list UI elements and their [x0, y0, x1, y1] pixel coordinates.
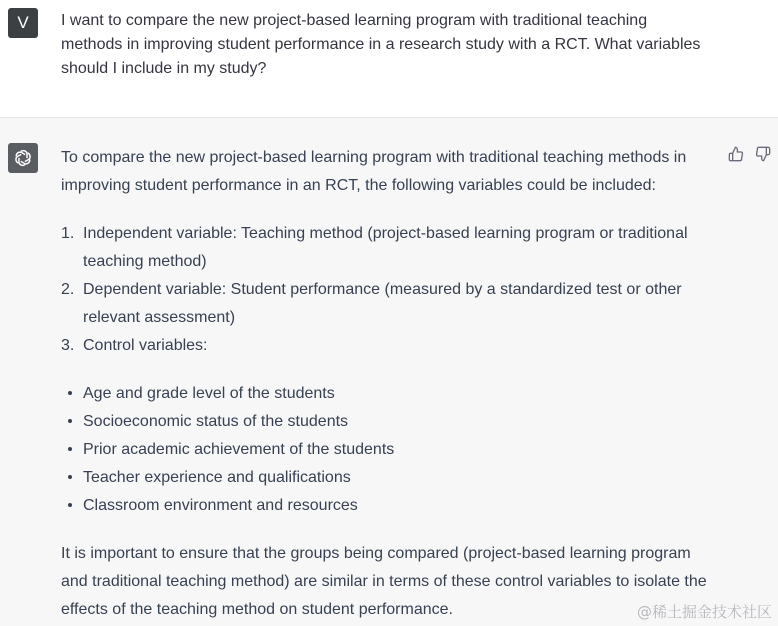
- bullet-text: Teacher experience and qualifications: [83, 469, 351, 486]
- bullet-item: [61, 408, 721, 436]
- bullet-item: [61, 492, 721, 520]
- list-item: [61, 220, 721, 276]
- assistant-message-row: [0, 118, 778, 626]
- watermark: @稀土掘金技术社区: [636, 603, 772, 621]
- openai-logo-icon: [12, 147, 34, 169]
- user-avatar: V: [8, 8, 38, 38]
- list-number: 3.: [61, 337, 75, 354]
- bullet-dot: [68, 419, 72, 423]
- assistant-avatar: [8, 143, 38, 173]
- bullet-list: [61, 380, 721, 520]
- thumbs-up-button[interactable]: [727, 145, 745, 163]
- bullet-dot: [68, 391, 72, 395]
- list-item-text: Control variables:: [83, 337, 208, 354]
- list-number: 1.: [61, 225, 75, 242]
- bullet-dot: [68, 447, 72, 451]
- assistant-conclusion-text: It is important to ensure that the groups being compared (project-based learning program and traditional teaching method) are similar in terms of these control variables to isolate the effects of the teaching method on student performance.: [61, 545, 707, 618]
- thumbs-down-button[interactable]: [754, 145, 772, 163]
- user-message-text: I want to compare the new project-based learning program with traditional teaching methods in improving student performance in a research study with a RCT. What variables should I include in my study?: [61, 12, 701, 77]
- list-item: [61, 276, 721, 332]
- bullet-text: Classroom environment and resources: [83, 497, 358, 514]
- thumbs-up-icon: [728, 146, 744, 162]
- assistant-intro-text: To compare the new project-based learning program with traditional teaching methods in improving student performance in an RCT, the following variables could be included:: [61, 149, 687, 194]
- bullet-item: [61, 380, 721, 408]
- bullet-text: Socioeconomic status of the students: [83, 413, 349, 430]
- user-message-row: [0, 0, 778, 118]
- list-item-text: Dependent variable: Student performance (measured by a standardized test or other relevant assessment): [83, 281, 682, 326]
- bullet-item: [61, 464, 721, 492]
- assistant-message-body: [61, 144, 721, 624]
- bullet-text: Prior academic achievement of the students: [83, 441, 395, 458]
- bullet-text: Age and grade level of the students: [83, 385, 335, 402]
- list-item-text: Independent variable: Teaching method (project-based learning program or traditional teaching method): [83, 225, 688, 270]
- thumbs-down-icon: [755, 146, 771, 162]
- bullet-dot: [68, 475, 72, 479]
- list-item: [61, 332, 721, 360]
- numbered-list: [61, 220, 721, 360]
- bullet-item: [61, 436, 721, 464]
- list-number: 2.: [61, 281, 75, 298]
- bullet-dot: [68, 503, 72, 507]
